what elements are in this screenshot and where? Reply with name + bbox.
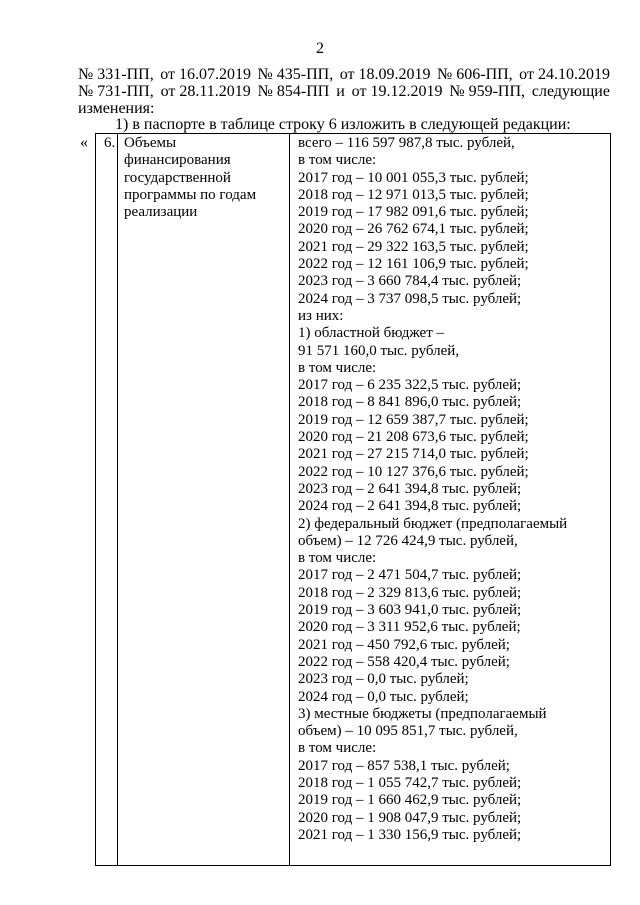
funding-line: 2022 год – 12 161 106,9 тыс. рублей; [298,256,529,273]
funding-line: 2018 год – 12 971 013,5 тыс. рублей; [298,186,529,203]
intro-token: от 28.11.2019 [160,83,251,100]
intro-token: № 731-ПП, [78,83,154,100]
funding-line: 2024 год – 2 641 394,8 тыс. рублей; [298,498,522,515]
funding-line: в том числе: [298,550,377,567]
passport-table [95,133,611,866]
funding-line: из них: [298,307,344,324]
intro-token: № 606-ПП, [436,66,513,83]
row-name-line: финансирования [124,152,231,169]
funding-line: 3) местные бюджеты (предполагаемый [298,705,547,722]
funding-line: 2024 год – 0,0 тыс. рублей; [298,688,469,705]
intro-line-4: 1) в паспорте в таблице строку 6 изложить в следующей редакции: [115,116,571,133]
funding-line: 1) областной бюджет – [298,325,445,342]
row-value-cell [298,135,604,844]
funding-line: 2020 год – 1 908 047,9 тыс. рублей; [298,809,522,826]
row-name-line: Объемы [124,135,177,151]
funding-line: в том числе: [298,359,377,376]
funding-line: 2017 год – 857 538,1 тыс. рублей; [298,757,510,774]
funding-line: 2022 год – 558 420,4 тыс. рублей; [298,653,510,670]
intro-token: и [336,83,345,100]
funding-line: 2020 год – 26 762 674,1 тыс. рублей; [298,221,529,238]
intro-token: № 435-ПП, [257,66,334,83]
funding-line: 2017 год – 10 001 055,3 тыс. рублей; [298,169,529,186]
funding-line: 2024 год – 3 737 098,5 тыс. рублей; [298,290,522,307]
funding-line: 2021 год – 1 330 156,9 тыс. рублей; [298,826,522,843]
funding-line: всего – 116 597 987,8 тыс. рублей, [298,135,515,151]
funding-line: объем) – 12 726 424,9 тыс. рублей, [298,532,518,549]
funding-line: 91 571 160,0 тыс. рублей, [298,342,460,359]
intro-line-1 [78,66,610,84]
intro-token: № 854-ПП [257,83,330,100]
row-name-line: реализации [124,204,198,221]
funding-line: 2017 год – 6 235 322,5 тыс. рублей; [298,377,522,394]
column-divider [289,134,290,865]
intro-token: № 331-ПП, [78,66,154,83]
funding-line: 2) федеральный бюджет (предполагаемый [298,515,568,532]
funding-line: 2018 год – 2 329 813,6 тыс. рублей; [298,584,522,601]
funding-line: 2018 год – 1 055 742,7 тыс. рублей; [298,774,522,791]
intro-token: следующие [531,83,610,100]
funding-line: 2023 год – 2 641 394,8 тыс. рублей; [298,480,522,497]
intro-token: № 959-ПП, [449,83,526,100]
funding-line: 2019 год – 17 982 091,6 тыс. рублей; [298,204,529,221]
funding-line: 2021 год – 450 792,6 тыс. рублей; [298,636,510,653]
funding-line: в том числе: [298,740,377,757]
funding-line: 2017 год – 2 471 504,7 тыс. рублей; [298,567,522,584]
funding-line: 2019 год – 1 660 462,9 тыс. рублей; [298,792,522,809]
intro-line-2 [78,83,610,101]
column-divider [117,134,118,865]
row-number-cell: 6. [104,135,116,151]
funding-line: 2020 год – 3 311 952,6 тыс. рублей; [298,619,521,636]
funding-line: 2021 год – 27 215 714,0 тыс. рублей; [298,446,529,463]
row-name-cell [124,135,284,221]
funding-line: 2019 год – 3 603 941,0 тыс. рублей; [298,602,522,619]
row-name-line: государственной [124,169,231,186]
intro-token: от 19.12.2019 [351,83,443,100]
opening-quote-mark: « [80,134,88,151]
funding-line: 2022 год – 10 127 376,6 тыс. рублей; [298,463,529,480]
row-name-line: программы по годам [124,186,257,203]
funding-line: 2023 год – 0,0 тыс. рублей; [298,671,469,688]
page-number: 2 [316,40,324,57]
intro-line-3: изменения: [78,100,155,117]
funding-line: 2023 год – 3 660 784,4 тыс. рублей; [298,273,522,290]
funding-line: 2020 год – 21 208 673,6 тыс. рублей; [298,429,529,446]
intro-token: от 16.07.2019 [160,66,251,83]
funding-line: 2019 год – 12 659 387,7 тыс. рублей; [298,411,529,428]
funding-line: 2018 год – 8 841 896,0 тыс. рублей; [298,394,522,411]
intro-token: от 18.09.2019 [339,66,431,83]
funding-line: объем) – 10 095 851,7 тыс. рублей, [298,723,518,740]
funding-line: в том числе: [298,152,377,169]
funding-line: 2021 год – 29 322 163,5 тыс. рублей; [298,238,529,255]
intro-token: от 24.10.2019 [519,66,610,83]
